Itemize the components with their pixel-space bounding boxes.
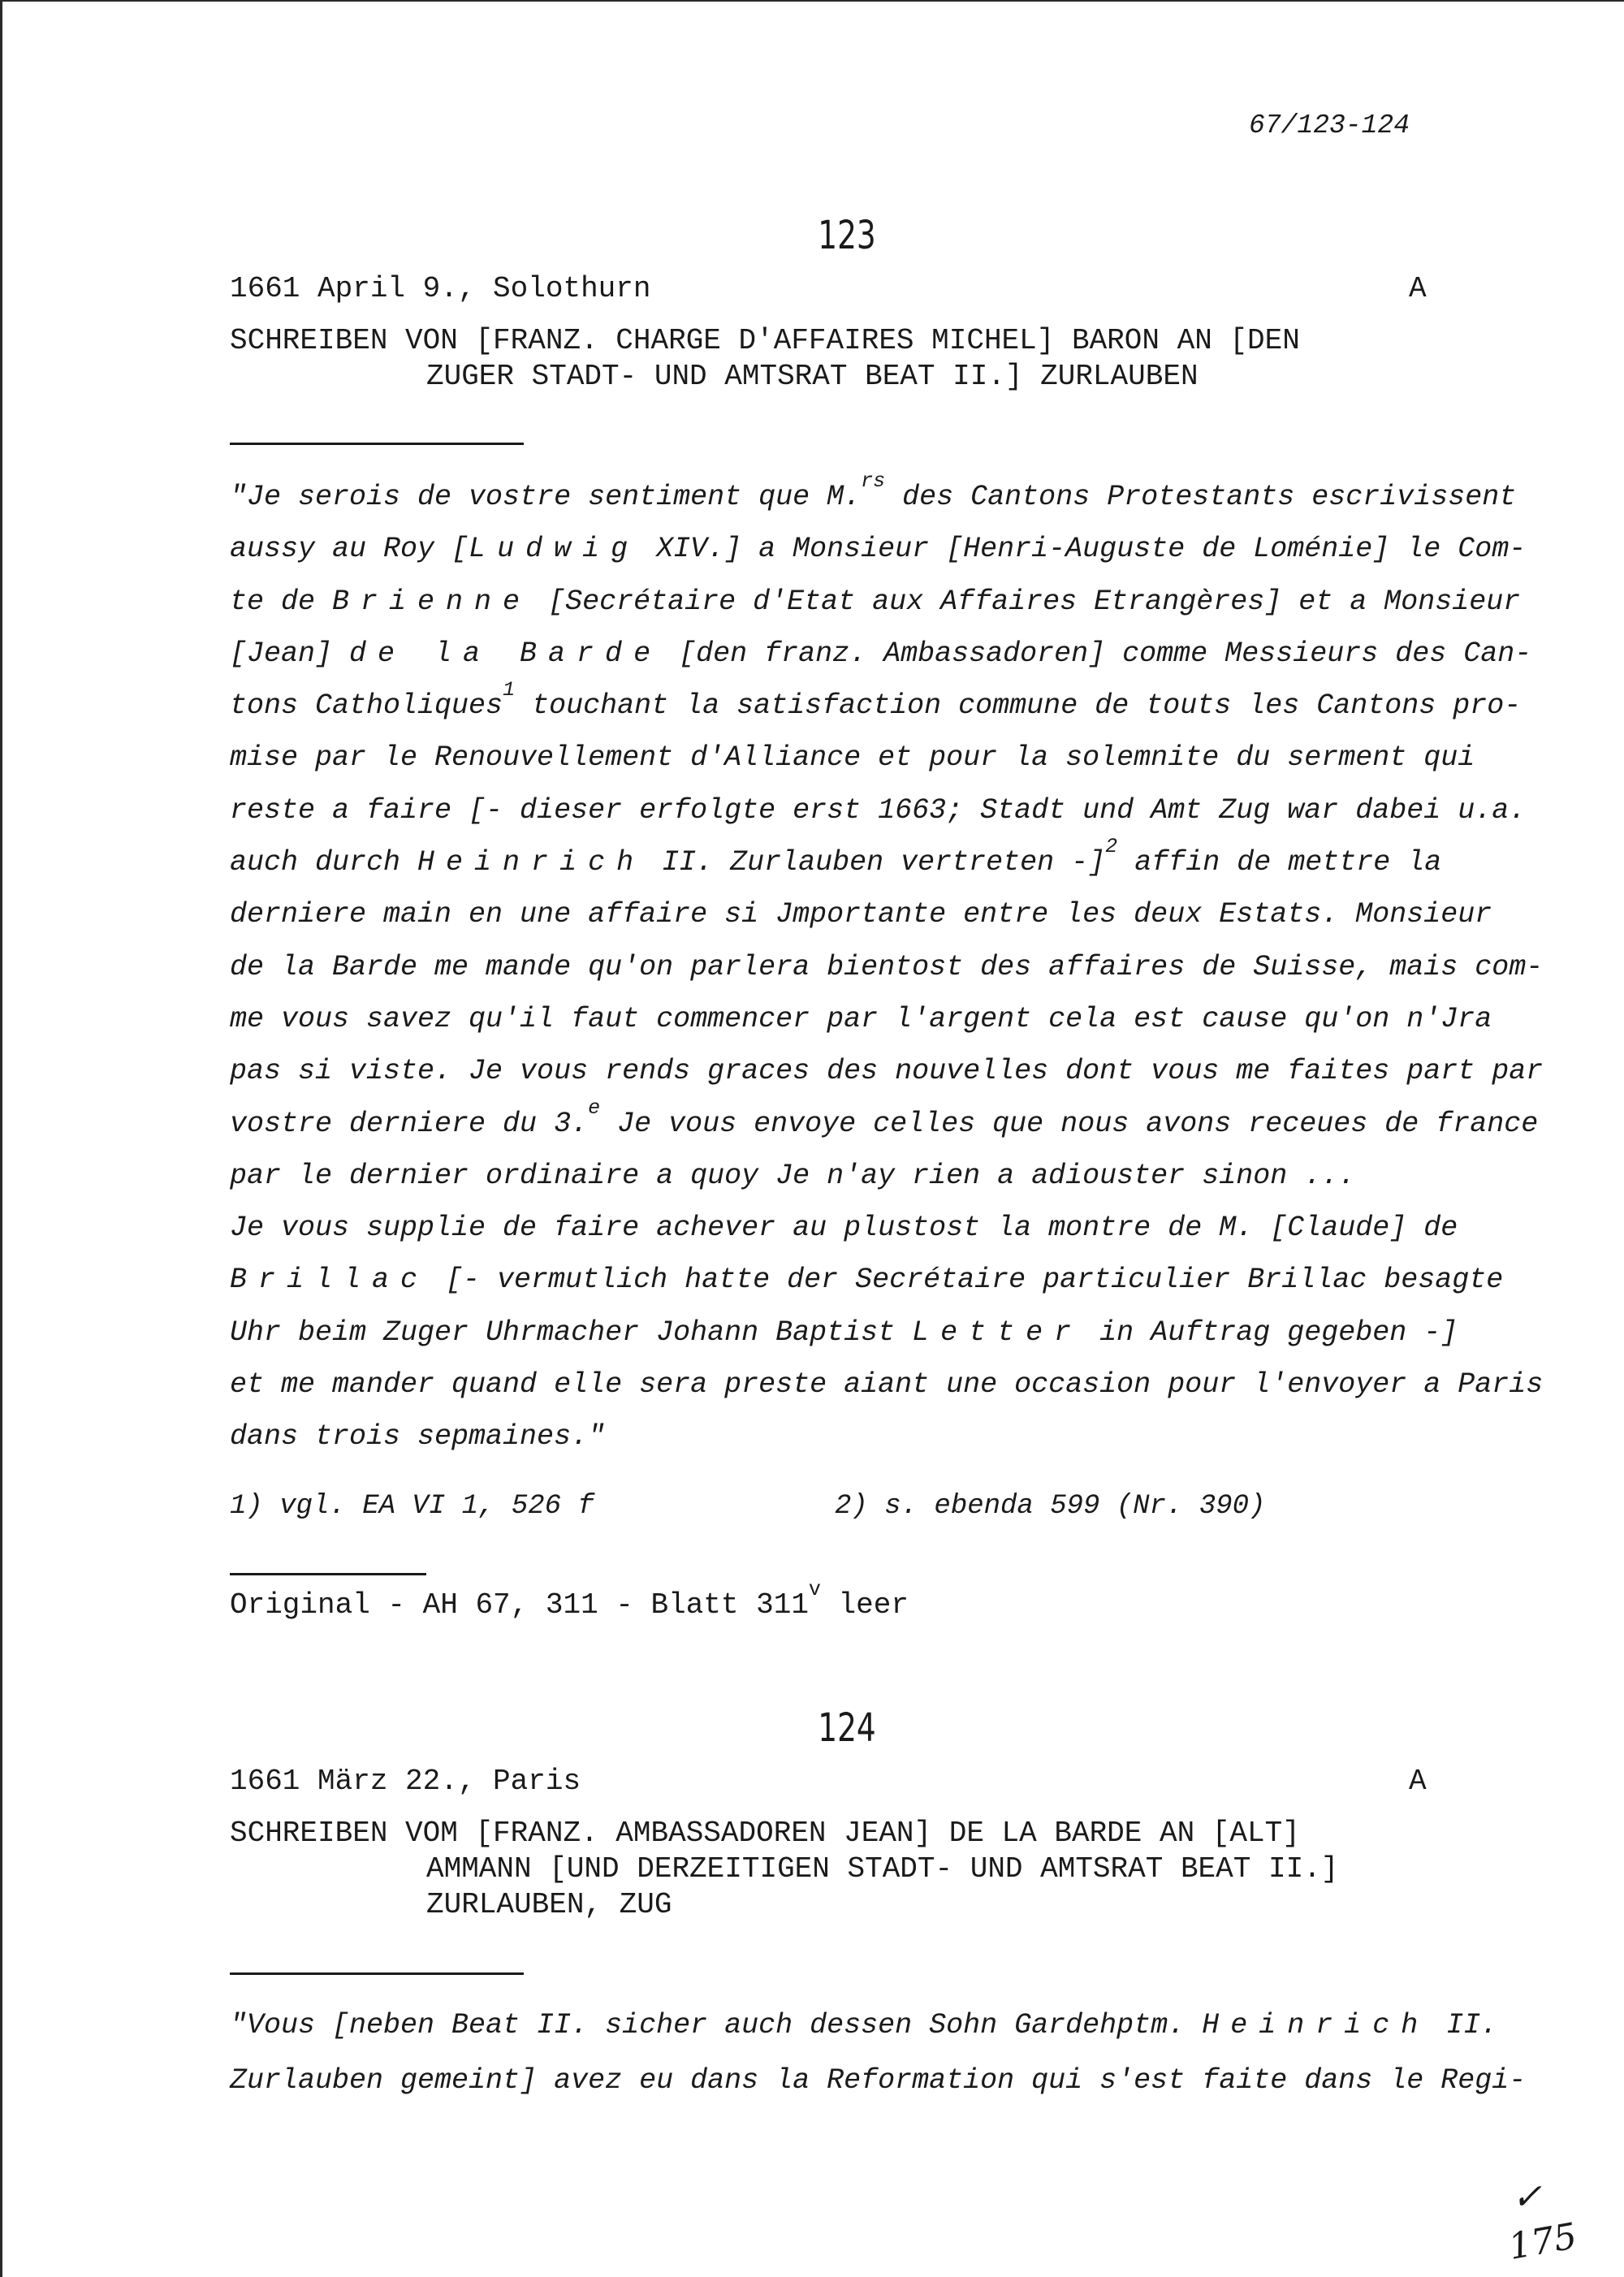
doc123-body-line: aussy au Roy [Ludwig XIV.] a Monsieur [Henri-Auguste de Loménie] le Com- <box>230 533 1527 566</box>
doc123-body-line: "Je serois de vostre sentiment que M.$^{rs}$ des Cantons Protestants escrivissent <box>230 469 1517 513</box>
doc123-body-line: reste a faire [- dieser erfolgte erst 1663; Stadt und Amt Zug war dabei u.a. <box>230 793 1527 827</box>
doc124-body-line: Zurlauben gemeint] avez eu dans la Reformation qui s'est faite dans le Regi- <box>230 2064 1527 2097</box>
doc123-body-line: derniere main en une affaire si Jmportante entre les deux Estats. Monsieur <box>230 898 1492 931</box>
spaced-name: Brienne <box>332 585 532 618</box>
doc123-separator-rule <box>230 443 524 445</box>
handwritten-folio-number: 175 <box>1505 2215 1580 2268</box>
doc123-body-line: mise par le Renouvellement d'Alliance et pour la solemnite du serment qui <box>230 741 1475 775</box>
doc124-heading <box>230 1816 1338 1923</box>
doc123-body-line: auch durch Heinrich II. Zurlauben vertreten -]$^2$ affin de mettre la <box>230 835 1442 879</box>
doc123-body-line: dans trois sepmaines." <box>230 1420 606 1454</box>
doc123-body-line: Je vous supplie de faire achever au plustost la montre de M. [Claude] de <box>230 1212 1458 1245</box>
doc123-body-line: et me mander quand elle sera preste aiant une occasion pour l'envoyer a Paris <box>230 1368 1544 1402</box>
document-number-124: 124 <box>818 1705 876 1751</box>
spaced-name: Heinrich <box>417 846 646 879</box>
doc123-body-line: pas si viste. Je vous rends graces des nouvelles dont vous me faites part par <box>230 1055 1544 1088</box>
archive-reference: 67/123-124 <box>1249 110 1410 140</box>
doc124-separator-rule <box>230 1972 524 1975</box>
footnote-2: 2) s. ebenda 599 (Nr. 390) <box>835 1491 1266 1522</box>
doc123-heading <box>230 323 1300 395</box>
spaced-name: Heinrich <box>1202 2009 1430 2042</box>
doc123-body-line: Uhr beim Zuger Uhrmacher Johann Baptist Letter in Auftrag gegeben -] <box>230 1316 1458 1349</box>
footnote-marker: 2 <box>1105 835 1118 859</box>
doc123-body-line: par le dernier ordinaire a quoy Je n'ay rien a adiouster sinon ... <box>230 1159 1356 1192</box>
doc123-heading-line1: SCHREIBEN VON [FRANZ. CHARGE D'AFFAIRES MICHEL] BARON AN [DEN <box>230 324 1300 357</box>
spaced-name: Letter <box>912 1316 1083 1349</box>
doc124-date-place: 1661 März 22., Paris <box>230 1765 581 1798</box>
doc123-body-line: [Jean] de la Barde [den franz. Ambassadoren] comme Messieurs des Can- <box>230 637 1532 670</box>
doc123-body-line: tons Catholiques$^1$ touchant la satisfaction commune de touts les Cantons pro- <box>230 678 1522 723</box>
doc123-date-place: 1661 April 9., Solothurn <box>230 272 651 305</box>
original-source-note: Original - AH 67, 311 - Blatt 311$^v$ leer <box>230 1578 909 1622</box>
spaced-name: de la Barde <box>349 637 663 670</box>
doc124-heading-line1: SCHREIBEN VOM [FRANZ. AMBASSADOREN JEAN] DE LA BARDE AN [ALT] <box>230 1817 1300 1850</box>
doc124-body-line: "Vous [neben Beat II. sicher auch dessen Sohn Gardehptm. Heinrich II. <box>230 2009 1498 2042</box>
doc123-body-text <box>230 471 1543 1463</box>
spaced-name: Brillac <box>230 1264 430 1297</box>
doc123-heading-line2: ZUGER STADT- UND AMTSRAT BEAT II.] ZURLAUBEN <box>426 360 1199 393</box>
doc124-body-text <box>230 1998 1526 2108</box>
doc123-body-line: te de Brienne [Secrétaire d'Etat aux Affaires Etrangères] et a Monsieur <box>230 585 1521 618</box>
spaced-name: Ludwig <box>469 533 640 566</box>
doc123-body-line: vostre derniere du 3.$^e$ Je vous envoye celles que nous avons receues de france <box>230 1095 1539 1140</box>
doc124-heading-line2: AMMANN [UND DERZEITIGEN STADT- UND AMTSRAT BEAT II.] <box>426 1852 1339 1886</box>
doc123-body-line: de la Barde me mande qu'on parlera bientost des affaires de Suisse, mais com- <box>230 950 1544 983</box>
doc124-heading-line3: ZURLAUBEN, ZUG <box>426 1888 672 1921</box>
footnote-1: 1) vgl. EA VI 1, 526 f <box>230 1491 594 1522</box>
footnote-marker: 1 <box>503 678 516 702</box>
doc124-type-mark: A <box>1409 1765 1427 1798</box>
doc123-type-mark: A <box>1409 272 1427 305</box>
scan-edge-top <box>0 0 1624 2</box>
document-number-123: 123 <box>818 213 876 258</box>
footnote-separator-rule <box>230 1573 426 1575</box>
doc123-body-line: Brillac [- vermutlich hatte der Secrétaire particulier Brillac besagte <box>230 1264 1504 1297</box>
doc123-body-line: me vous savez qu'il faut commencer par l'argent cela est cause qu'on n'Jra <box>230 1002 1492 1035</box>
scan-edge-left <box>0 0 2 2277</box>
handwritten-check-mark: ✓ <box>1512 2176 1542 2218</box>
